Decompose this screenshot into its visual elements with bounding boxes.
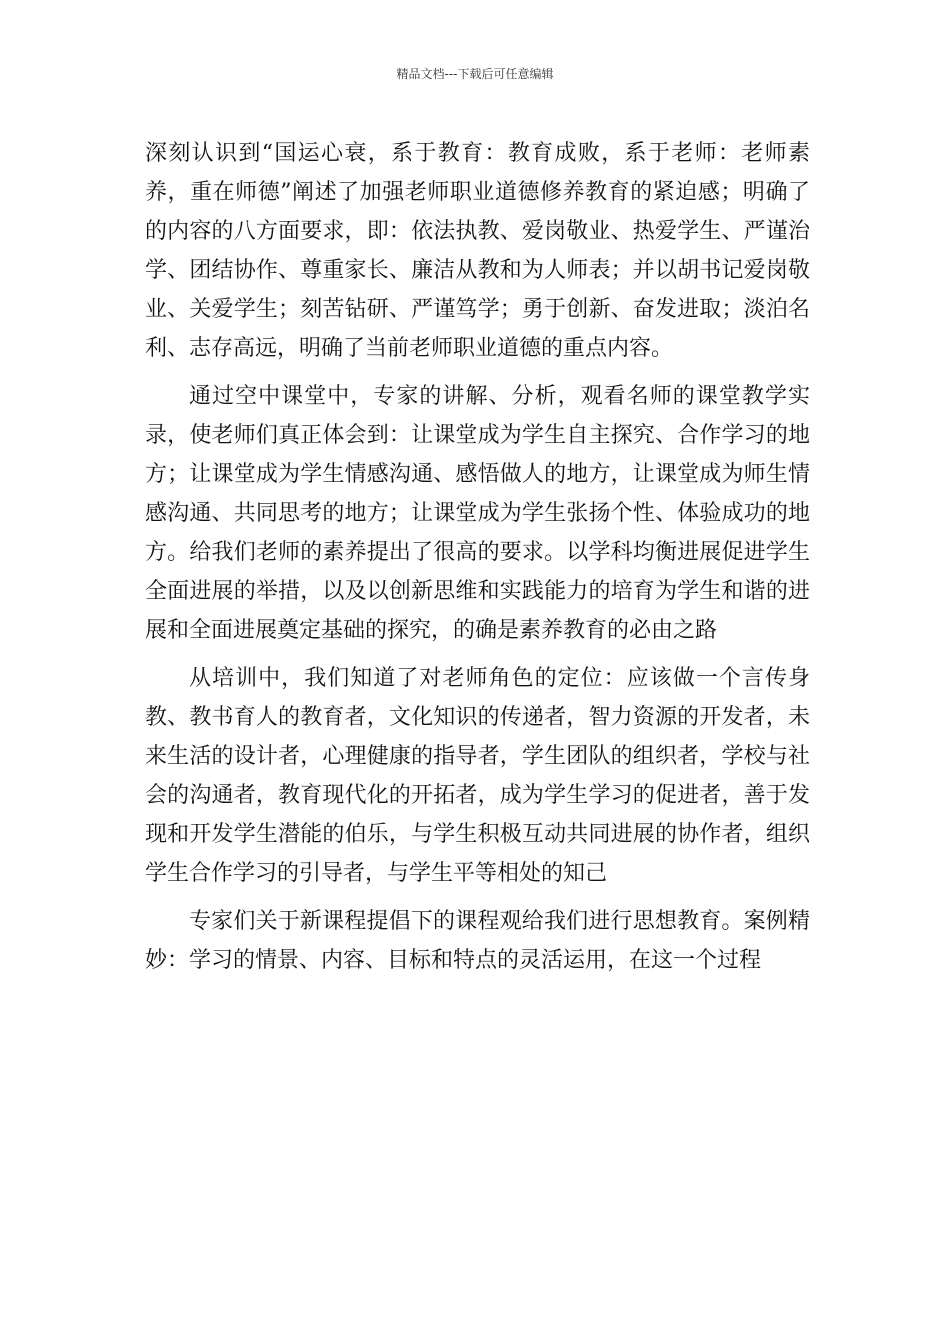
page-header: 精品文档---下载后可任意编辑 — [396, 67, 554, 81]
document-body — [145, 134, 810, 989]
paragraph-4: 专家们关于新课程提倡下的课程观给我们进行思想教育。案例精妙：学习的情景、内容、目标和特点的灵活运用，在这一个过程 — [145, 909, 810, 973]
paragraph-1: 深刻认识到“国运心衰，系于教育：教育成败，系于老师：老师素养，重在师德”阐述了加强老师职业道德修养教育的紧迫感；明确了的内容的八方面要求，即：依法执教、爱岗敬业、热爱学生、严谨治学、团结协作、尊重家长、廉洁从教和为人师表；并以胡书记爱岗敬业、关爱学生；刻苦钻研、严谨笃学；勇于创新、奋发进取；淡泊名利、志存高远，明确了当前老师职业道德的重点内容。 — [145, 141, 810, 361]
paragraph-2: 通过空中课堂中，专家的讲解、分析，观看名师的课堂教学实录，使老师们真正体会到：让课堂成为学生自主探究、合作学习的地方；让课堂成为学生情感沟通、感悟做人的地方，让课堂成为师生情感沟通、共同思考的地方；让课堂成为学生张扬个性、体验成功的地方。给我们老师的素养提出了很高的要求。以学科均衡进展促进学生全面进展的举措，以及以创新思维和实践能力的培育为学生和谐的进展和全面进展奠定基础的探究，的确是素养教育的必由之路 — [145, 384, 810, 643]
paragraph-3: 从培训中，我们知道了对老师角色的定位：应该做一个言传身教、教书育人的教育者，文化知识的传递者，智力资源的开发者，未来生活的设计者，心理健康的指导者，学生团队的组织者，学校与社会的沟通者，教育现代化的开拓者，成为学生学习的促进者，善于发现和开发学生潜能的伯乐，与学生积极互动共同进展的协作者，组织学生合作学习的引导者，与学生平等相处的知己 — [145, 666, 810, 886]
